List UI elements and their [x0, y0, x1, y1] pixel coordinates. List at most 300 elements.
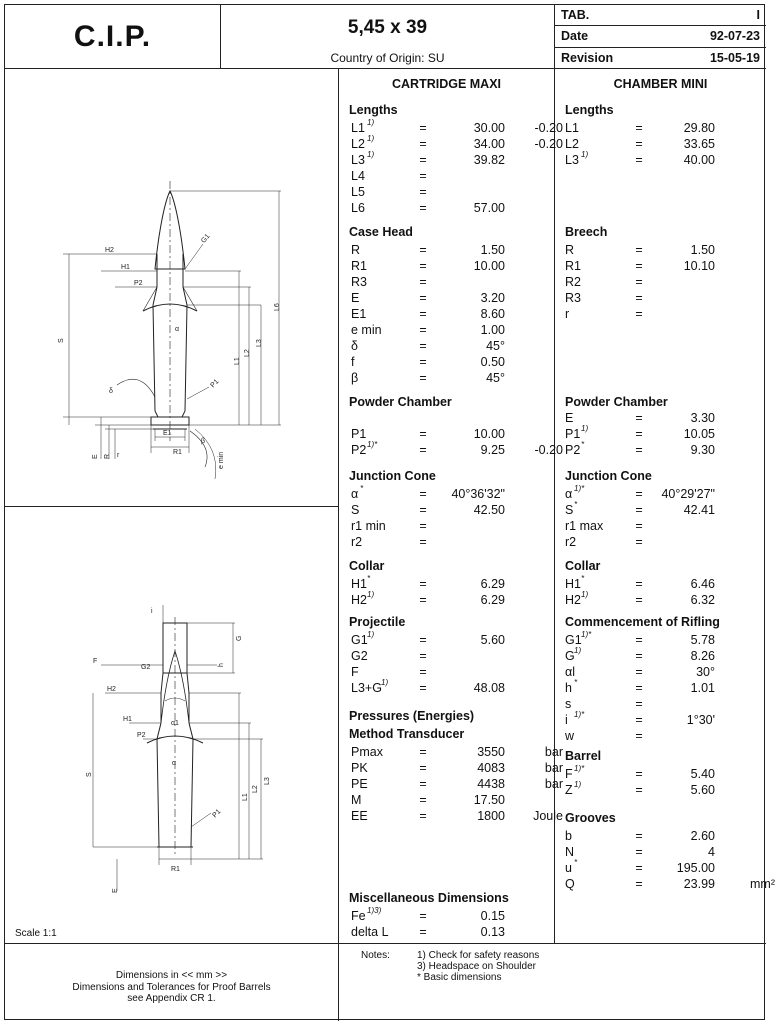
notes-label: Notes: [361, 950, 390, 961]
dim-label-g1: G1 [200, 232, 212, 245]
spec-equals: = [419, 535, 427, 549]
spec-label: P1 [565, 427, 581, 441]
spec-equals: = [419, 443, 427, 457]
spec-label: F [351, 665, 359, 679]
dim-label-delta: δ [109, 388, 113, 395]
spec-equals: = [635, 153, 643, 167]
spec-label: R2 [565, 275, 581, 289]
dim-label-emin: e min [218, 451, 225, 469]
country-of-origin: Country of Origin: SU [330, 51, 445, 65]
spec-value: 5.60 [690, 783, 715, 797]
spec-label: R3 [351, 275, 367, 289]
spec-equals: = [419, 925, 427, 939]
spec-equals: = [635, 577, 643, 591]
spec-value: 40.00 [683, 153, 715, 167]
spec-value: 40°36'32" [451, 487, 505, 501]
cartridge-spec-row [349, 440, 563, 459]
chamber-spec-row [565, 150, 771, 169]
spec-label: F [565, 767, 573, 781]
cartridge-spec-row [349, 307, 555, 323]
cartridge-spec-row [349, 777, 563, 793]
spec-equals: = [419, 633, 427, 647]
cartridge-section-heading: Projectile [349, 615, 406, 629]
spec-footnote: * [367, 574, 371, 583]
spec-value: 8.60 [480, 307, 505, 321]
cartridge-spec-row [349, 323, 555, 339]
cartridge-spec-row [349, 275, 555, 291]
spec-equals: = [419, 487, 427, 501]
spec-value: 9.25 [480, 443, 505, 457]
spec-footnote: * [581, 440, 585, 449]
spec-equals: = [419, 503, 427, 517]
cartridge-spec-row [349, 243, 555, 259]
spec-value: 33.65 [683, 137, 715, 151]
chamber-label-l3: L3 [264, 777, 271, 785]
chamber-section-heading: Collar [565, 559, 601, 573]
spec-label: αl [565, 665, 576, 679]
chamber-spec-row [565, 678, 771, 697]
spec-value: 30.00 [473, 121, 505, 135]
spec-equals: = [419, 809, 427, 823]
cartridge-spec-row [349, 339, 555, 355]
spec-equals: = [419, 681, 427, 695]
cartridge-spec-row [349, 150, 555, 169]
spec-tolerance: -0.20 [534, 137, 563, 151]
cartridge-drawing-svg [5, 69, 339, 507]
cartridge-spec-row [349, 574, 555, 593]
spec-label: E [351, 291, 360, 305]
spec-value: 42.41 [683, 503, 715, 517]
chamber-drawing [5, 507, 339, 943]
cartridge-spec-row [349, 793, 555, 809]
spec-label: f [351, 355, 355, 369]
cartridge-spec-row [349, 590, 555, 609]
spec-tolerance: bar [544, 761, 563, 775]
spec-tolerance: -0.20 [534, 443, 563, 457]
spec-value: 48.08 [473, 681, 505, 695]
chamber-section-heading: Barrel [565, 749, 602, 763]
spec-equals: = [419, 275, 427, 289]
spec-value: 4 [708, 845, 715, 859]
spec-label: G [565, 649, 575, 663]
cartridge-spec-row [349, 503, 555, 519]
note-1: 1) Check for safety reasons [417, 950, 540, 961]
spec-tolerance: bar [544, 745, 563, 759]
chamber-label-alpha: α [172, 760, 177, 767]
spec-label: M [351, 793, 362, 807]
chamber-label-i: i [151, 608, 153, 615]
spec-equals: = [635, 861, 643, 875]
spec-value: 23.99 [683, 877, 715, 891]
spec-footnote: 1) [367, 590, 375, 599]
spec-value: 45° [486, 371, 505, 385]
spec-equals: = [419, 259, 427, 273]
chamber-spec-row [565, 440, 771, 459]
footer-notes [339, 943, 766, 1021]
cartridge-spec-row [349, 809, 563, 825]
spec-equals: = [635, 649, 643, 663]
spec-label: S [351, 503, 360, 517]
spec-equals: = [635, 593, 643, 607]
spec-label: E [565, 411, 574, 425]
cartridge-drawing [5, 69, 339, 507]
cartridge-section-heading: Miscellaneous Dimensions [349, 891, 509, 905]
cartridge-section-heading: Pressures (Energies) [349, 709, 475, 723]
chamber-section-heading: Grooves [565, 811, 616, 825]
chamber-label-g2: G2 [141, 664, 151, 671]
spec-label: S [565, 503, 574, 517]
spec-label: P1 [351, 427, 367, 441]
chamber-spec-row [565, 845, 771, 861]
spec-label: Z [565, 783, 573, 797]
spec-footnote: * [360, 484, 364, 493]
spec-equals: = [419, 169, 427, 183]
spec-label: s [565, 697, 572, 711]
spec-value: 1°30' [686, 713, 715, 727]
spec-value: 1800 [477, 809, 505, 823]
spec-label: α [351, 487, 359, 501]
spec-footnote: 1) [381, 678, 389, 687]
spec-value: 2.60 [690, 829, 715, 843]
spec-label: i [565, 713, 568, 727]
spec-value: 0.15 [480, 909, 505, 923]
spec-value: 3550 [477, 745, 505, 759]
spec-value: 10.05 [683, 427, 715, 441]
spec-label: EE [351, 809, 368, 823]
chamber-section-heading: Breech [565, 225, 608, 239]
spec-label: R1 [351, 259, 367, 273]
dim-label-h2: H2 [105, 247, 114, 254]
spec-label: w [565, 729, 575, 743]
spec-equals: = [419, 185, 427, 199]
spec-label: PE [351, 777, 368, 791]
spec-label: G1 [565, 633, 582, 647]
footer-line-2: Dimensions and Tolerances for Proof Barrels [72, 981, 271, 993]
spec-value: 6.32 [690, 593, 715, 607]
spec-equals: = [419, 323, 427, 337]
spec-label: R3 [565, 291, 581, 305]
spec-equals: = [635, 877, 643, 891]
chamber-spec-row [565, 500, 771, 519]
chamber-section-heading: Powder Chamber [565, 395, 668, 409]
spec-footnote: 1) [581, 424, 589, 433]
spec-label: L2 [351, 137, 365, 151]
spec-value: 10.10 [683, 259, 715, 273]
spec-label: α [565, 487, 573, 501]
cartridge-section-heading: Junction Cone [349, 469, 436, 483]
spec-label: u [565, 861, 572, 875]
spec-value: 1.50 [690, 243, 715, 257]
spec-equals: = [635, 697, 643, 711]
spec-label: G2 [351, 649, 368, 663]
chamber-spec-row [565, 243, 771, 259]
spec-footnote: 1) [367, 118, 375, 127]
chamber-label-l1: L1 [242, 793, 249, 801]
chamber-label-g: G [236, 635, 243, 641]
chamber-spec-row [565, 665, 771, 681]
dim-label-s: S [58, 338, 65, 343]
dim-label-beta: β [201, 438, 206, 445]
footer-dimensions-note [5, 943, 339, 1021]
spec-label: N [565, 845, 575, 859]
spec-equals: = [635, 121, 643, 135]
spec-label: b [565, 829, 572, 843]
cartridge-spec-row [349, 259, 555, 275]
cartridge-section-heading: Method Transducer [349, 727, 465, 741]
spec-label: L1 [565, 121, 579, 135]
spec-value: 3.20 [480, 291, 505, 305]
spec-value: 1.00 [480, 323, 505, 337]
cartridge-spec-row [349, 201, 555, 217]
dim-label-l1: L1 [234, 357, 241, 365]
chamber-label-r1: R1 [171, 866, 180, 873]
spec-footnote: 1) [574, 780, 582, 789]
spec-equals: = [419, 665, 427, 679]
cartridge-spec-row [349, 484, 555, 503]
spec-equals: = [635, 713, 643, 727]
spec-label: L5 [351, 185, 365, 199]
spec-label: Fe [351, 909, 366, 923]
spec-equals: = [419, 243, 427, 257]
spec-equals: = [635, 729, 643, 743]
spec-equals: = [635, 243, 643, 257]
cartridge-section-heading: Case Head [349, 225, 413, 239]
cartridge-spec-row [349, 678, 555, 697]
spec-equals: = [635, 783, 643, 797]
spec-value: 3.30 [690, 411, 715, 425]
chamber-spec-row [565, 729, 771, 745]
spec-tolerance: Joule [533, 809, 563, 823]
cartridge-spec-row [349, 745, 563, 761]
cartridge-column [339, 69, 563, 943]
spec-equals: = [635, 291, 643, 305]
spec-value: 57.00 [473, 201, 505, 215]
spec-label: r1 min [351, 519, 386, 533]
dim-label-l6: L6 [274, 303, 281, 311]
org-title: C.I.P. [5, 5, 221, 69]
chamber-label-p2: P2 [137, 732, 146, 739]
dim-label-p2: P2 [134, 280, 143, 287]
note-basic: * Basic dimensions [417, 972, 502, 983]
chamber-label-e: E [112, 888, 119, 893]
dim-label-r-small: r [117, 452, 120, 459]
spec-equals: = [635, 503, 643, 517]
spec-value: 6.46 [690, 577, 715, 591]
cartridge-section-heading: Powder Chamber [349, 395, 452, 409]
spec-footnote: 1)* [367, 440, 378, 449]
spec-value: 1.50 [480, 243, 505, 257]
chamber-spec-row [565, 780, 771, 799]
chamber-label-p1: P1 [211, 808, 223, 820]
spec-label: P2 [351, 443, 367, 457]
cartridge-section-heading: Lengths [349, 103, 398, 117]
chamber-spec-row [565, 858, 771, 877]
spec-value: 4083 [477, 761, 505, 775]
spec-equals: = [419, 793, 427, 807]
spec-equals: = [419, 153, 427, 167]
dim-label-l3: L3 [256, 339, 263, 347]
cip-sheet [4, 4, 775, 1020]
chamber-spec-row [565, 291, 771, 307]
info-row-date: Date 92-07-23 [555, 26, 766, 47]
spec-label: Pmax [351, 745, 383, 759]
spec-label: G1 [351, 633, 368, 647]
spec-value: 1.01 [690, 681, 715, 695]
spec-footnote: * [574, 858, 578, 867]
spec-label: H1 [351, 577, 367, 591]
chamber-label-h2: H2 [107, 686, 116, 693]
spec-equals: = [635, 519, 643, 533]
spec-equals: = [419, 577, 427, 591]
spec-label: L3 [565, 153, 579, 167]
dim-label-r1: R1 [173, 449, 182, 456]
spec-equals: = [419, 649, 427, 663]
spec-value: 6.29 [480, 593, 505, 607]
cartridge-spec-row [349, 371, 555, 387]
spec-tolerance: -0.20 [534, 121, 563, 135]
spec-footnote: 1)* [581, 630, 592, 639]
spec-value: 5.40 [690, 767, 715, 781]
spec-value: 42.50 [473, 503, 505, 517]
spec-equals: = [635, 845, 643, 859]
spec-value: 40°29'27" [661, 487, 715, 501]
spec-equals: = [419, 307, 427, 321]
dim-label-alpha: α [175, 326, 180, 333]
spec-footnote: * [574, 500, 578, 509]
spec-footnote: * [581, 574, 585, 583]
note-3: 3) Headspace on Shoulder [417, 961, 536, 972]
header-info [555, 5, 766, 69]
chamber-spec-row [565, 535, 771, 551]
spec-label: E1 [351, 307, 367, 321]
chamber-spec-row [565, 630, 771, 649]
spec-label: r1 max [565, 519, 604, 533]
spec-equals: = [635, 665, 643, 679]
spec-equals: = [419, 355, 427, 369]
cartridge-spec-row [349, 649, 555, 665]
chamber-spec-row [565, 590, 771, 609]
cartridge-spec-row [349, 185, 555, 201]
chamber-spec-row [565, 259, 771, 275]
chamber-section-heading: Lengths [565, 103, 614, 117]
spec-value: 17.50 [473, 793, 505, 807]
cartridge-section-heading: Collar [349, 559, 385, 573]
chamber-label-f: F [93, 658, 98, 665]
chamber-spec-row [565, 121, 771, 137]
spec-equals: = [419, 777, 427, 791]
spec-value: 8.26 [690, 649, 715, 663]
spec-footnote: 1)* [574, 710, 585, 719]
spec-label: β [351, 371, 359, 385]
chamber-label-l2: L2 [252, 785, 259, 793]
spec-equals: = [419, 339, 427, 353]
spec-label: e min [351, 323, 382, 337]
spec-value: 4438 [477, 777, 505, 791]
cartridge-spec-row [349, 291, 555, 307]
dim-label-r: R [104, 453, 111, 459]
spec-value: 9.30 [690, 443, 715, 457]
spec-label: h [565, 681, 572, 695]
info-row-tab: TAB. I [555, 5, 766, 26]
chamber-column-title: CHAMBER MINI [613, 77, 708, 91]
spec-equals: = [419, 291, 427, 305]
cartridge-spec-row [349, 925, 555, 941]
chamber-spec-row [565, 764, 771, 783]
spec-label: Q [565, 877, 575, 891]
spec-equals: = [635, 767, 643, 781]
spec-footnote: 1) [574, 646, 582, 655]
spec-footnote: 1) [367, 150, 375, 159]
cartridge-spec-row [349, 427, 555, 443]
chamber-spec-row [565, 137, 771, 153]
dim-label-p1: P1 [209, 378, 221, 390]
dim-label-e1: E1 [163, 430, 172, 437]
chamber-spec-row [565, 829, 771, 845]
spec-equals: = [635, 443, 643, 457]
spec-equals: = [635, 275, 643, 289]
chamber-section-heading: Junction Cone [565, 469, 652, 483]
cartridge-column-title: CARTRIDGE MAXI [391, 77, 502, 91]
footer-line-3: see Appendix CR 1. [127, 993, 216, 1004]
spec-value: 39.82 [473, 153, 505, 167]
spec-label: PK [351, 761, 368, 775]
spec-value: 10.00 [473, 259, 505, 273]
spec-label: L3+G [351, 681, 382, 695]
dim-label-h1: H1 [121, 264, 130, 271]
chamber-label-s: S [86, 772, 93, 777]
spec-equals: = [635, 487, 643, 501]
spec-equals: = [635, 307, 643, 321]
spec-value: 5.78 [690, 633, 715, 647]
cartridge-spec-row [349, 630, 555, 649]
spec-footnote: 1) [367, 134, 375, 143]
spec-footnote: 1) [581, 590, 589, 599]
spec-value: 6.29 [480, 577, 505, 591]
spec-equals: = [419, 427, 427, 441]
spec-footnote: 1) [581, 150, 589, 159]
spec-label: L1 [351, 121, 365, 135]
spec-label: r [565, 307, 570, 321]
spec-equals: = [419, 371, 427, 385]
cartridge-spec-row [349, 519, 555, 535]
spec-equals: = [635, 633, 643, 647]
chamber-drawing-svg [5, 507, 339, 943]
cartridge-spec-row [349, 535, 555, 551]
spec-tolerance: mm² [750, 877, 775, 891]
dim-label-l2: L2 [244, 349, 251, 357]
chamber-spec-row [565, 574, 771, 593]
spec-label: L4 [351, 169, 365, 183]
spec-label: L3 [351, 153, 365, 167]
chamber-column [555, 69, 775, 943]
chamber-spec-row [565, 411, 771, 427]
header-center [221, 5, 555, 69]
cartridge-spec-row [349, 134, 563, 153]
spec-tolerance: bar [544, 777, 563, 791]
spec-equals: = [635, 535, 643, 549]
spec-equals: = [635, 259, 643, 273]
spec-value: 10.00 [473, 427, 505, 441]
spec-label: R [351, 243, 361, 257]
chamber-label-h1: H1 [123, 716, 132, 723]
chamber-spec-row [565, 424, 771, 443]
spec-value: 45° [486, 339, 505, 353]
footer-line-1: Dimensions in << mm >> [115, 970, 228, 981]
cartridge-spec-row [349, 118, 563, 137]
spec-footnote: 1)* [574, 484, 585, 493]
cartridge-spec-row [349, 355, 555, 371]
spec-value: 195.00 [676, 861, 715, 875]
